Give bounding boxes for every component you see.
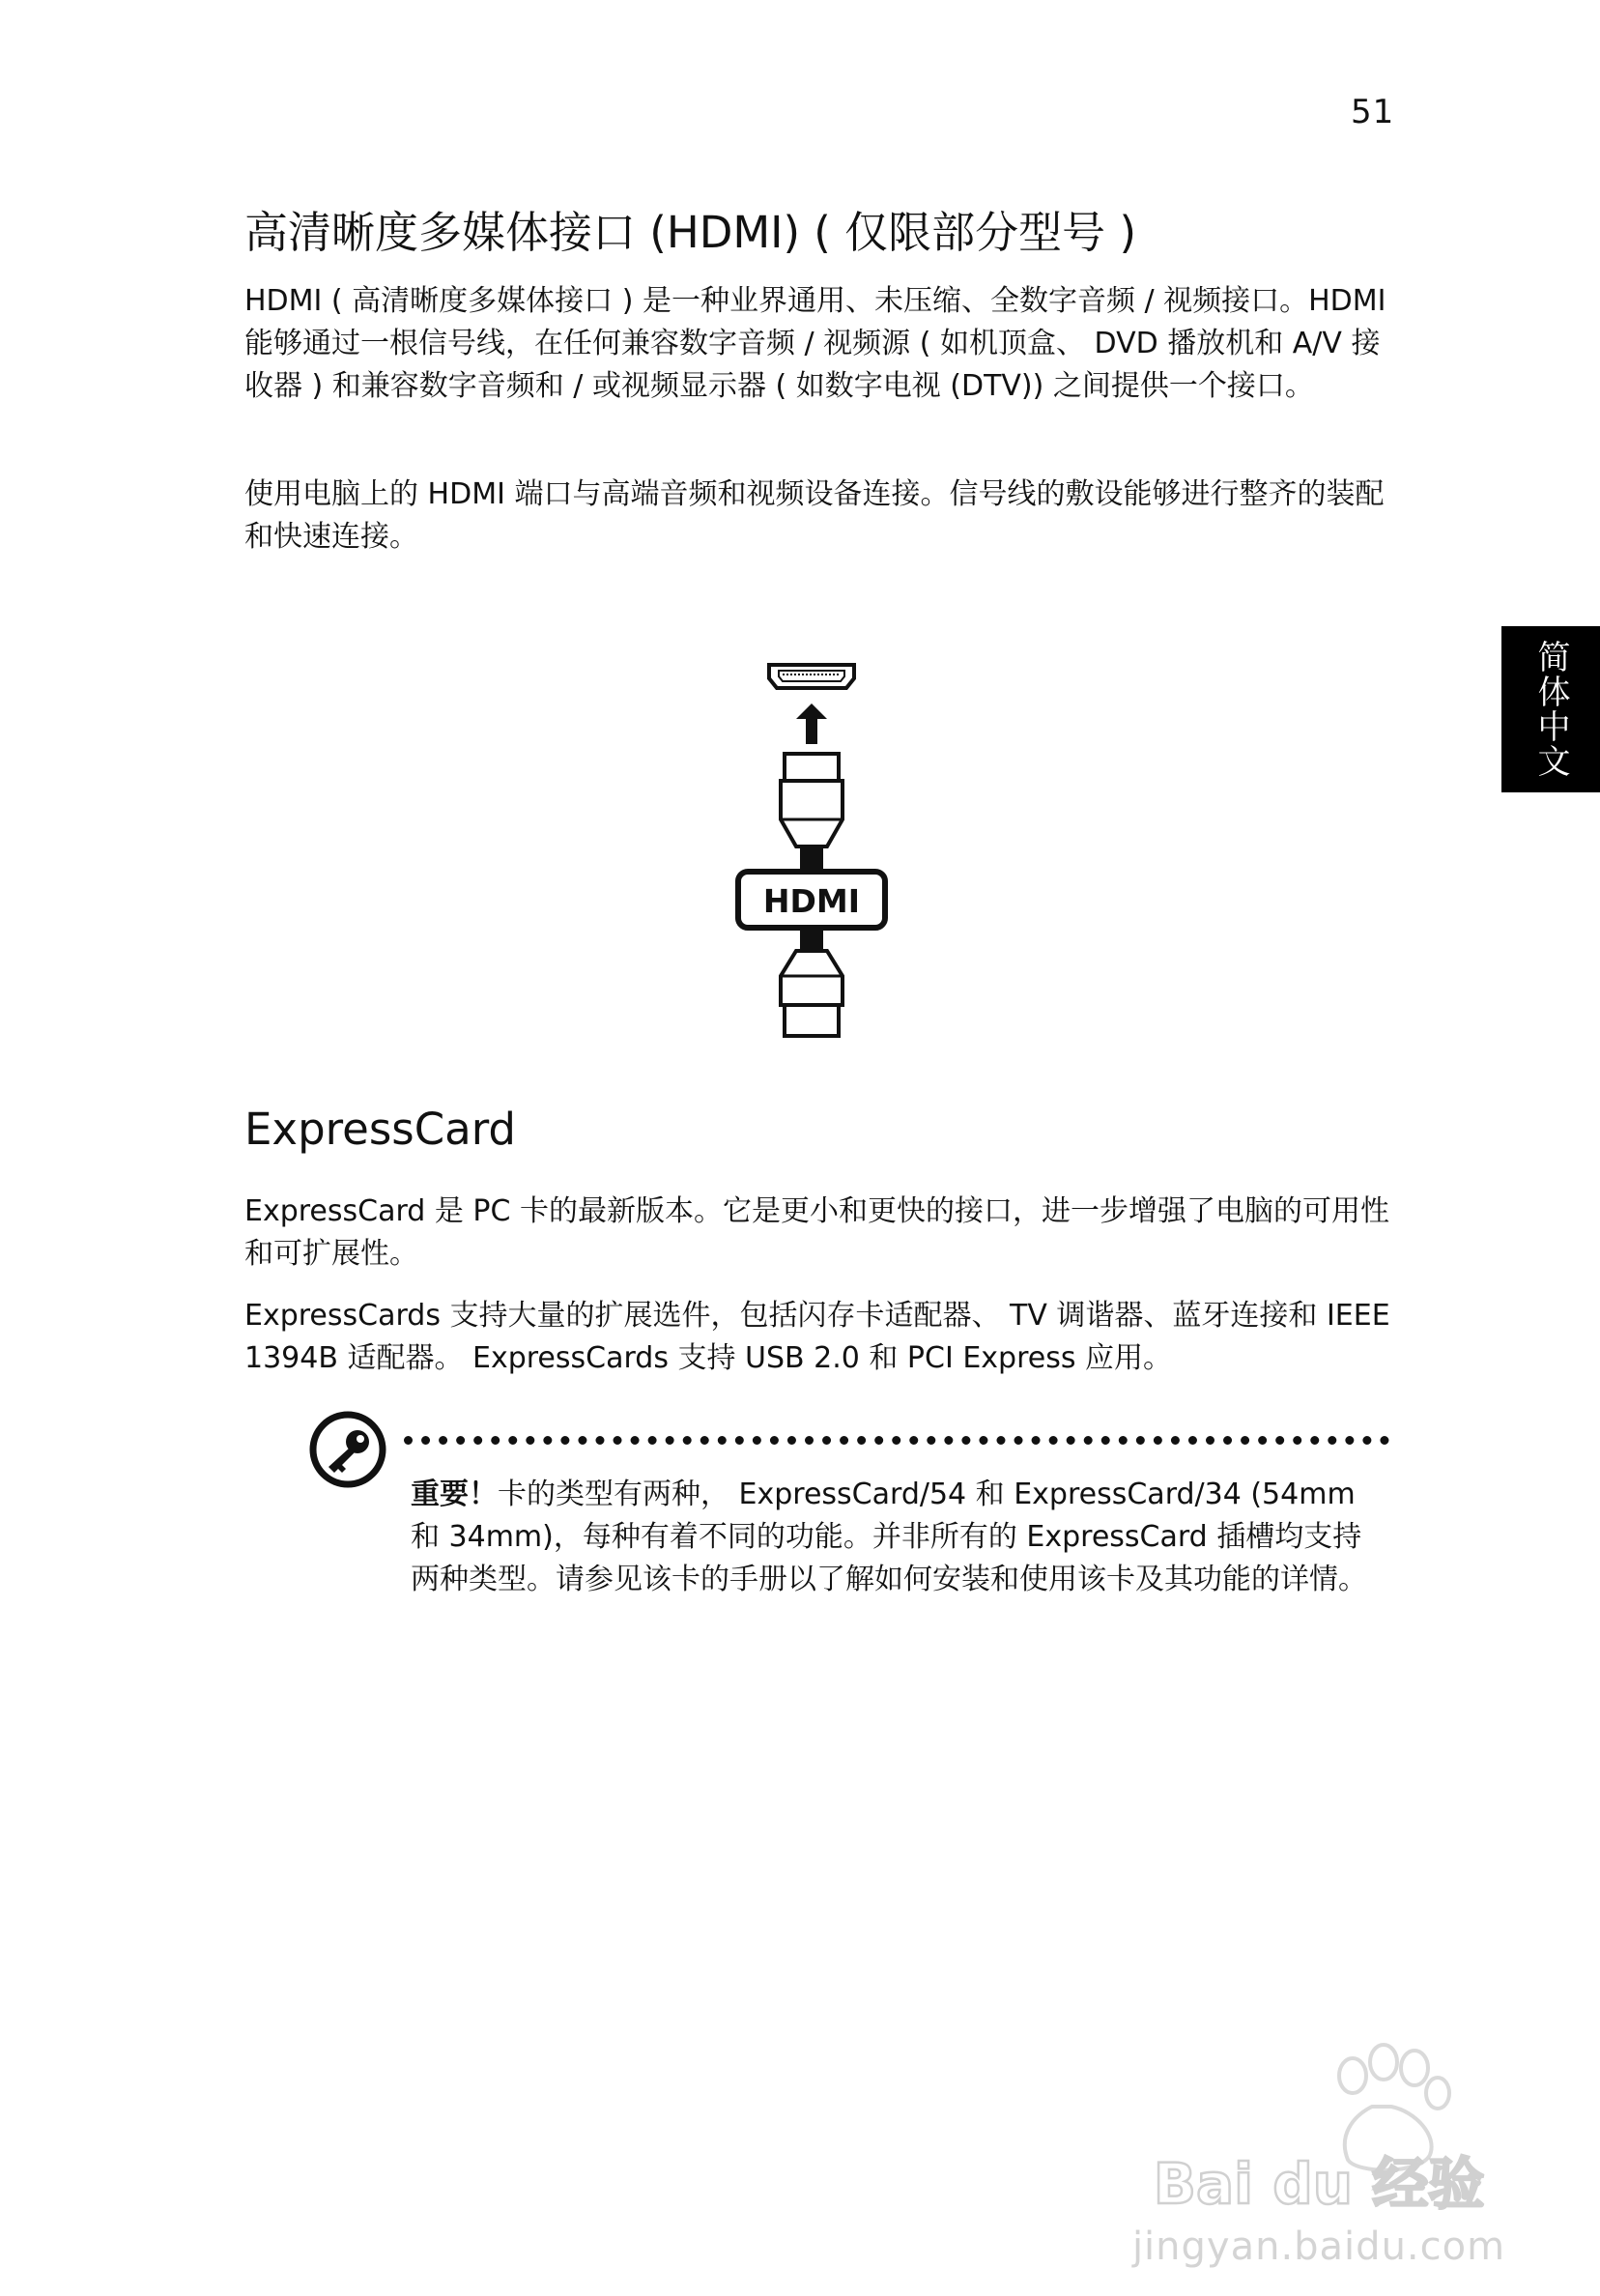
hdmi-paragraph-1: HDMI ( 高清晰度多媒体接口 ) 是一种业界通用、未压缩、全数字音频 / 视频接口。HDMI 能够通过一根信号线，在任何兼容数字音频 / 视频源 ( 如机顶盒、 DVD 播放机和 A/V 接收器 ) 和兼容数字音频和 / 或视频显示器 ( 如数字电视 (DTV)) 之间提供一个接口。: [244, 284, 1386, 403]
key-icon: [307, 1409, 388, 1490]
baidu-logo-text: Bai du 经验: [1153, 2151, 1485, 2217]
expresscard-paragraph-2: ExpressCards 支持大量的扩展选件，包括闪存卡适配器、 TV 调谐器、蓝牙连接和 IEEE 1394B 适配器。 ExpressCards 支持 USB 2.0 和 PCI Express 应用。: [244, 1299, 1390, 1375]
expresscard-heading: ExpressCard: [244, 1104, 516, 1155]
hdmi-figure-label: HDMI: [762, 882, 861, 920]
hdmi-paragraph-2: 使用电脑上的 HDMI 端口与高端音频和视频设备连接。信号线的敷设能够进行整齐的装配和快速连接。: [244, 477, 1385, 554]
language-tab: [1501, 626, 1600, 792]
hdmi-cable-illustration: [734, 657, 889, 1044]
note-separator: [404, 1436, 1389, 1445]
note-text: [411, 1474, 1377, 1601]
note-body: 卡的类型有两种， ExpressCard/54 和 ExpressCard/34 (54mm 和 34mm)，每种有着不同的功能。并非所有的 ExpressCard 插槽均支持两种类型。请参见该卡的手册以了解如何安装和使用该卡及其功能的详情。: [411, 1478, 1367, 1596]
page-number: 51: [1351, 93, 1395, 131]
hdmi-port-icon: [769, 665, 854, 688]
note-label: 重要！: [411, 1478, 498, 1511]
watermark-url: jingyan.baidu.com: [1131, 2224, 1506, 2269]
arrow-up-icon: [796, 703, 827, 744]
language-tab-label: 简体中文: [1531, 640, 1570, 779]
hdmi-heading: 高清晰度多媒体接口 (HDMI) ( 仅限部分型号 ): [244, 207, 1137, 258]
expresscard-paragraph-1: ExpressCard 是 PC 卡的最新版本。它是更小和更快的接口，进一步增强了电脑的可用性和可扩展性。: [244, 1194, 1389, 1271]
